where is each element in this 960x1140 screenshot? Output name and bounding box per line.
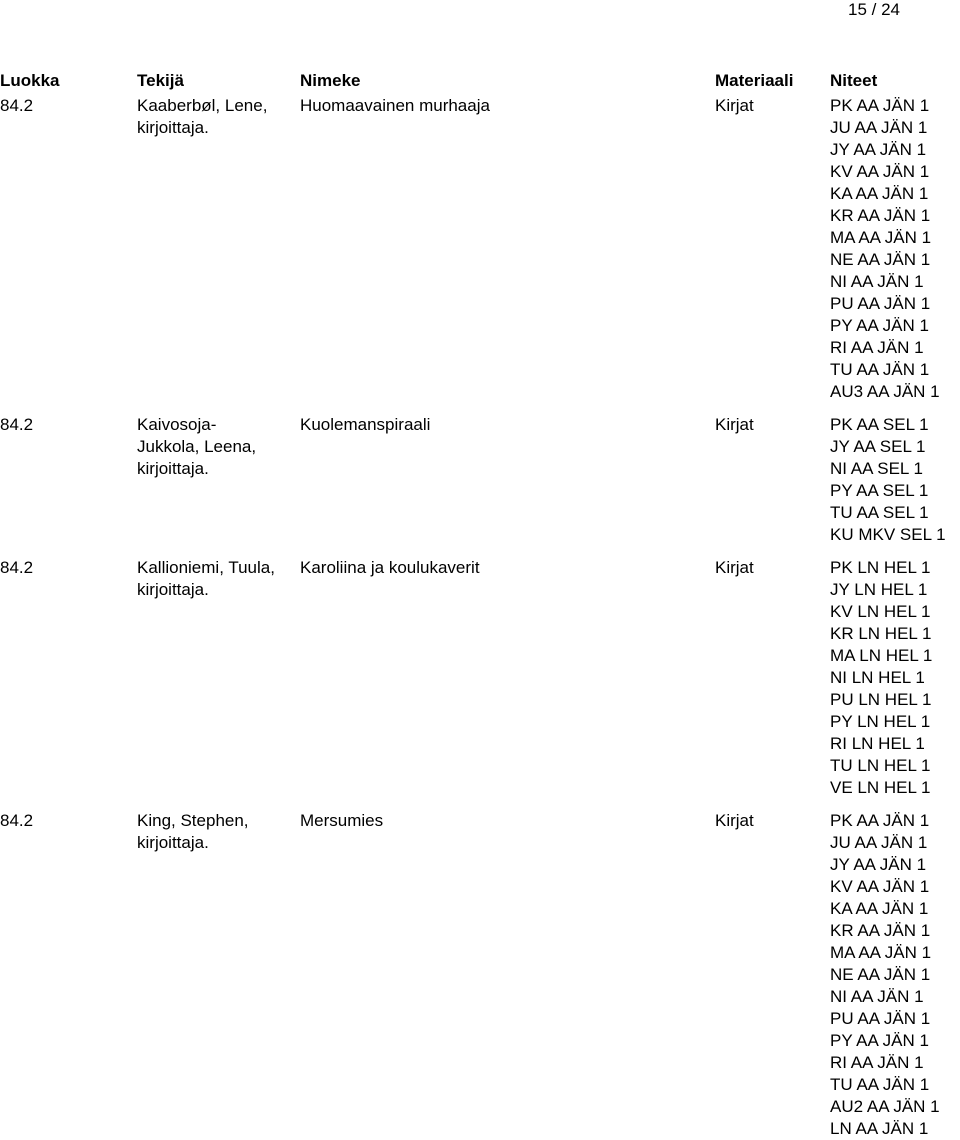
row-materiaali: Kirjat [715, 415, 754, 434]
row-niteet [830, 557, 932, 799]
row-tekija [137, 810, 249, 854]
row-luokka: 84.2 [0, 96, 34, 115]
row-luokka: 84.2 [0, 558, 34, 577]
tekija-line: kirjoittaja. [137, 833, 209, 852]
nide-item: KU MKV SEL 1 [830, 525, 946, 544]
tekija-line: King, Stephen, [137, 811, 249, 830]
nide-item: RI LN HEL 1 [830, 734, 925, 753]
nide-item: PU LN HEL 1 [830, 690, 932, 709]
page-number: 15 / 24 [848, 0, 900, 19]
nide-item: PK AA JÄN 1 [830, 811, 930, 830]
nide-item: PY AA JÄN 1 [830, 1031, 929, 1050]
nide-item: KR AA JÄN 1 [830, 921, 931, 940]
header-materiaali: Materiaali [715, 71, 794, 90]
nide-item: NI AA SEL 1 [830, 459, 923, 478]
nide-item: JY AA JÄN 1 [830, 855, 927, 874]
nide-item: JU AA JÄN 1 [830, 833, 928, 852]
nide-item: PU AA JÄN 1 [830, 1009, 931, 1028]
row-nimeke: Huomaavainen murhaaja [300, 96, 490, 115]
nide-item: KV AA JÄN 1 [830, 162, 930, 181]
nide-item: JY LN HEL 1 [830, 580, 928, 599]
nide-item: KA AA JÄN 1 [830, 184, 929, 203]
row-tekija [137, 414, 256, 480]
nide-item: LN AA JÄN 1 [830, 1119, 929, 1138]
tekija-line: Kaivosoja- [137, 415, 217, 434]
row-niteet [830, 810, 940, 1140]
nide-item: TU LN HEL 1 [830, 756, 931, 775]
nide-item: RI AA JÄN 1 [830, 338, 924, 357]
nide-item: AU2 AA JÄN 1 [830, 1097, 940, 1116]
row-nimeke: Kuolemanspiraali [300, 415, 431, 434]
nide-item: JY AA SEL 1 [830, 437, 926, 456]
nide-item: PU AA JÄN 1 [830, 294, 931, 313]
row-niteet [830, 95, 940, 403]
tekija-line: Jukkola, Leena, [137, 437, 257, 456]
nide-item: NE AA JÄN 1 [830, 965, 931, 984]
nide-item: NI LN HEL 1 [830, 668, 925, 687]
nide-item: KV AA JÄN 1 [830, 877, 930, 896]
nide-item: MA AA JÄN 1 [830, 943, 932, 962]
row-luokka: 84.2 [0, 415, 34, 434]
nide-item: PY AA SEL 1 [830, 481, 929, 500]
row-materiaali: Kirjat [715, 96, 754, 115]
nide-item: KR AA JÄN 1 [830, 206, 931, 225]
header-niteet: Niteet [830, 71, 878, 90]
nide-item: RI AA JÄN 1 [830, 1053, 924, 1072]
tekija-line: kirjoittaja. [137, 118, 209, 137]
nide-item: PY AA JÄN 1 [830, 316, 929, 335]
nide-item: MA AA JÄN 1 [830, 228, 932, 247]
row-luokka: 84.2 [0, 811, 34, 830]
nide-item: JU AA JÄN 1 [830, 118, 928, 137]
row-nimeke: Mersumies [300, 811, 384, 830]
tekija-line: Kaaberbøl, Lene, [137, 96, 268, 115]
nide-item: TU AA JÄN 1 [830, 1075, 930, 1094]
nide-item: NI AA JÄN 1 [830, 987, 924, 1006]
nide-item: PK AA SEL 1 [830, 415, 929, 434]
nide-item: MA LN HEL 1 [830, 646, 933, 665]
header-tekija: Tekijä [137, 71, 184, 90]
header-nimeke: Nimeke [300, 71, 361, 90]
nide-item: AU3 AA JÄN 1 [830, 382, 940, 401]
tekija-line: kirjoittaja. [137, 459, 209, 478]
row-materiaali: Kirjat [715, 811, 754, 830]
row-materiaali: Kirjat [715, 558, 754, 577]
nide-item: NI AA JÄN 1 [830, 272, 924, 291]
nide-item: JY AA JÄN 1 [830, 140, 927, 159]
row-niteet [830, 414, 946, 546]
nide-item: PK LN HEL 1 [830, 558, 931, 577]
row-tekija [137, 557, 275, 601]
table-header [0, 70, 960, 92]
tekija-line: kirjoittaja. [137, 580, 209, 599]
nide-item: PY LN HEL 1 [830, 712, 931, 731]
nide-item: KV LN HEL 1 [830, 602, 931, 621]
nide-item: KA AA JÄN 1 [830, 899, 929, 918]
tekija-line: Kallioniemi, Tuula, [137, 558, 275, 577]
row-nimeke: Karoliina ja koulukaverit [300, 558, 480, 577]
header-luokka: Luokka [0, 71, 60, 90]
nide-item: PK AA JÄN 1 [830, 96, 930, 115]
nide-item: KR LN HEL 1 [830, 624, 932, 643]
nide-item: NE AA JÄN 1 [830, 250, 931, 269]
nide-item: TU AA JÄN 1 [830, 360, 930, 379]
nide-item: VE LN HEL 1 [830, 778, 931, 797]
row-tekija [137, 95, 267, 139]
nide-item: TU AA SEL 1 [830, 503, 929, 522]
